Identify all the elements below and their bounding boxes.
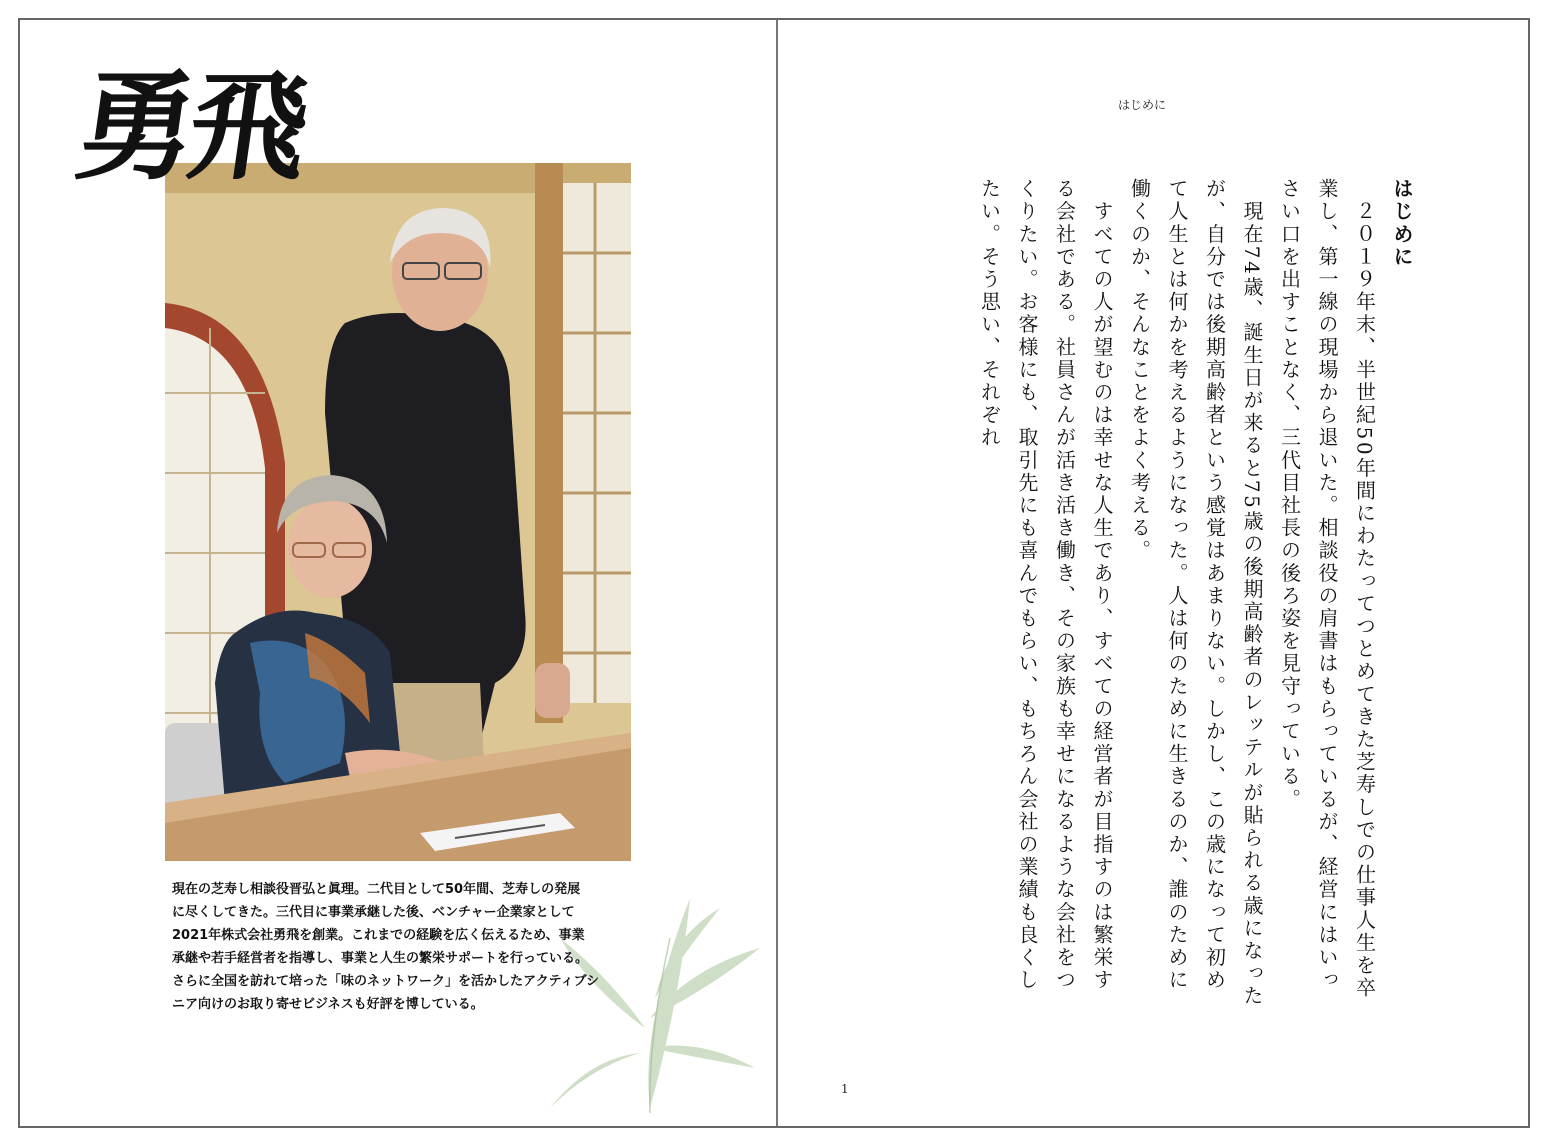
body-paragraph: 現在74歳、誕生日が来ると75歳の後期高齢者のレッテルが貼られる歳になったが、自分では後期高齢者という感覚はあまりない。しかし、この歳になって初めて人生とは何かを考えるようになった。人は何のために生きるのか、誰のために働くのか、そんなことをよく考える。 (1127, 178, 1264, 1008)
calligraphy-text: 勇飛 (68, 57, 312, 196)
portrait-photo (165, 163, 631, 861)
caption-line: 承継や若手経営者を指導し、事業と人生の繁栄サポートを行っている。 (172, 951, 589, 966)
body-paragraph: ２０１９年末、半世紀50年間にわたってつとめてきた芝寿しでの仕事人生を卒業し、第一線の現場から退いた。相談役の肩書はもらっているが、経営にはいっさい口を出すことなく、三代目社長の後ろ姿を見守っている。 (1277, 178, 1377, 1000)
photo-caption (172, 878, 642, 1016)
caption-line: 現在の芝寿し相談役晋弘と眞理。二代目として50年間、芝寿しの発展 (172, 882, 581, 897)
left-page (20, 20, 776, 1126)
caption-line: さらに全国を訪れて培った「味のネットワーク」を活かしたアクティブシ (172, 974, 600, 989)
photo-illustration (165, 163, 631, 861)
caption-line: に尽くしてきた。三代目に事業承継した後、ベンチャー企業家として (172, 905, 575, 920)
caption-line: 2021年株式会社勇飛を創業。これまでの経験を広く伝えるため、事業 (172, 928, 585, 943)
chapter-heading: はじめに (1390, 178, 1414, 269)
vertical-body-text (970, 178, 1420, 1008)
page-number: 1 (841, 1082, 849, 1096)
running-head: はじめに (1118, 98, 1167, 112)
calligraphy-title (68, 57, 398, 228)
right-page (778, 20, 1530, 1126)
book-spread (18, 18, 1530, 1128)
caption-line: ニア向けのお取り寄せビジネスも好評を博している。 (172, 997, 484, 1012)
body-paragraph: すべての人が望むのは幸せな人生であり、すべての経営者が目指すのは繁栄する会社である。社員さんが活き活き働き、その家族も幸せになるような会社をつくりたい。お客様にも、取引先にも喜んでもらい、もちろん会社の業績も良くしたい。そう思い、それぞれ (977, 178, 1114, 992)
